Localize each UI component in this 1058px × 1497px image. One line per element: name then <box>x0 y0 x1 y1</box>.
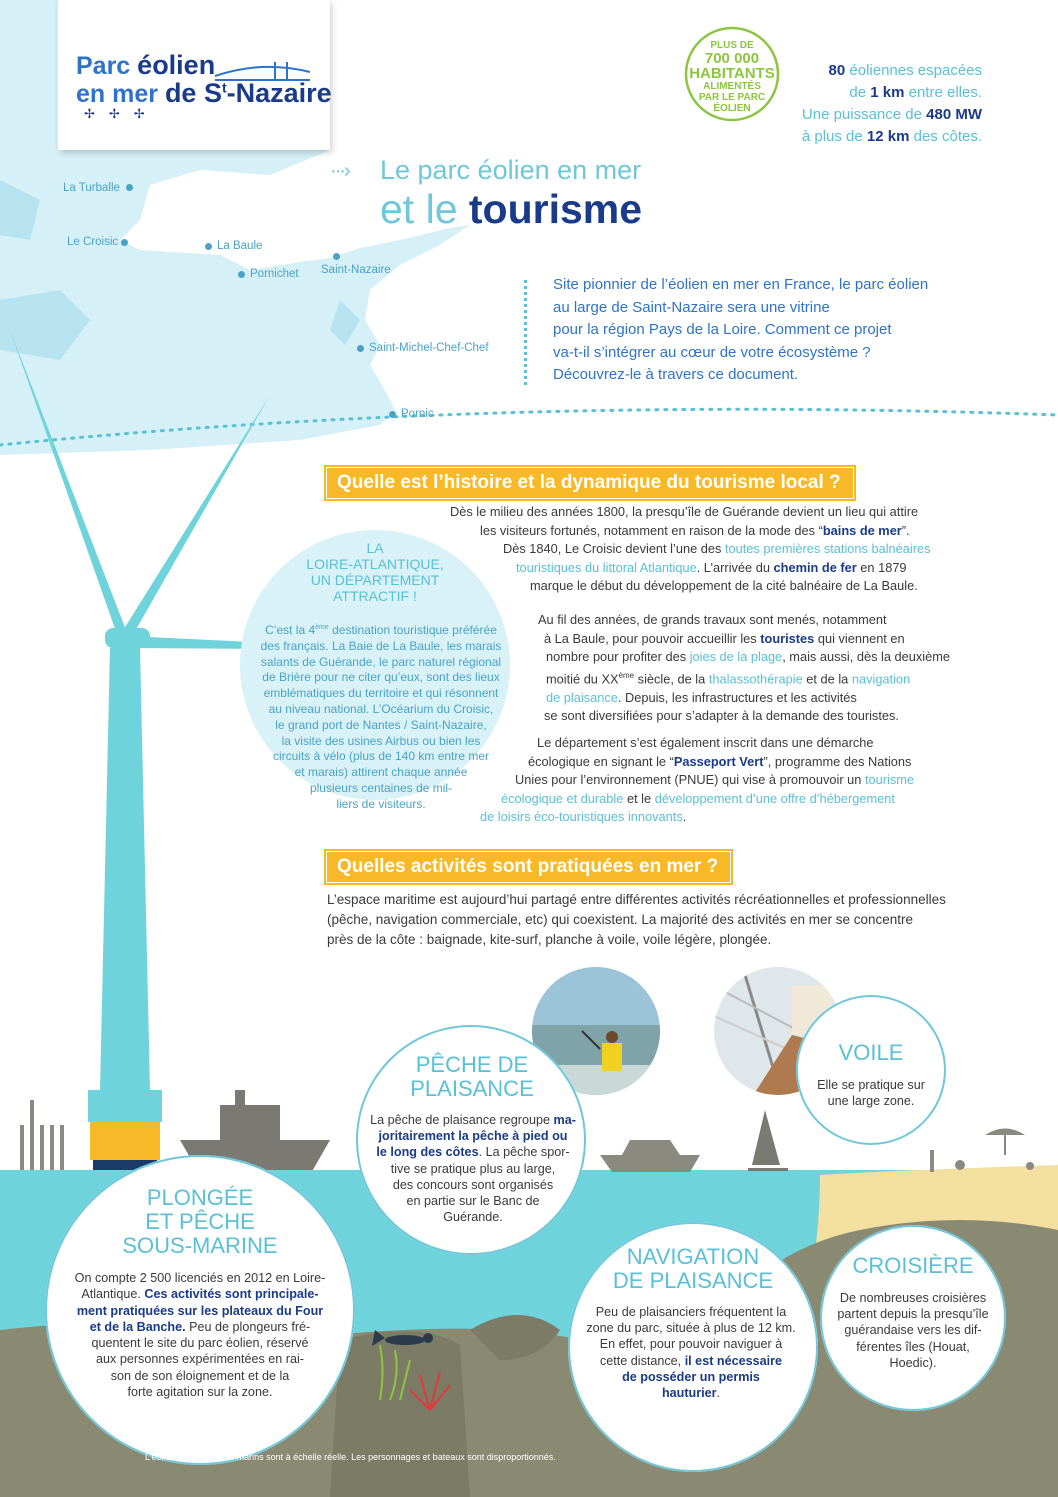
text-span: qui viennent en <box>814 630 905 646</box>
voile-text <box>796 1077 946 1109</box>
text-highlight: thalassothérapie <box>708 671 803 687</box>
circle-text: Peu de plaisanciers fréquentent la <box>595 1305 787 1319</box>
stamp-line: ÉOLIEN <box>713 103 751 114</box>
text-span: écologique en signant le “ <box>528 753 674 769</box>
circle-title-line: PLONGÉE <box>146 1185 254 1210</box>
motorboat-icon <box>600 1140 700 1172</box>
text-span: et de la <box>802 671 852 687</box>
peche-title <box>372 1053 572 1101</box>
text-span: . <box>682 809 687 825</box>
wind-turbine-icon: ✢✢✢ <box>84 106 159 121</box>
text-span: à La Baule, pour pouvoir accueillir les <box>544 630 761 646</box>
footnote: L’éolienne et les fonds marins sont à échelle réelle. Les personnages et bateaux sont disproportionnés. <box>145 1452 556 1462</box>
text-highlight: joies de la plage <box>689 649 783 665</box>
page-title-line2 <box>380 186 642 233</box>
box-text: des français. La Baie de La Baule, les marais <box>260 638 502 653</box>
circle-text: quentent le site du parc éolien, réservé <box>91 1336 309 1351</box>
text-line: Le département s’est également inscrit dans une démarche <box>537 735 874 750</box>
circle-title-line: DE PLAISANCE <box>612 1268 774 1293</box>
text-highlight: touristiques du littoral Atlantique <box>516 559 697 575</box>
box-text: liers de visiteurs. <box>336 796 426 811</box>
text-highlight: de loisirs éco-touristiques innovants <box>480 809 683 825</box>
box-text: et marais) attirent chaque année <box>294 765 468 780</box>
logo-text-bold: éolien <box>137 50 216 80</box>
logo-text-bold: de <box>164 78 204 108</box>
box-text: la visite des usines Airbus ou bien les <box>281 733 481 748</box>
fact-value: 80 <box>828 62 846 79</box>
text-span: en 1879 <box>856 559 907 575</box>
circle-text: des concours sont organisés <box>392 1177 554 1192</box>
stamp-line: ALIMENTÉS <box>703 81 761 92</box>
circle-text: En effet, pour pouvoir naviguer à <box>599 1337 783 1352</box>
box-text: de Brière pour ne citer qu’eux, sont des lieux <box>262 670 500 685</box>
key-facts <box>760 60 982 148</box>
circle-text-bold: il est nécessaire <box>684 1353 783 1368</box>
text-span: ”. <box>901 522 910 538</box>
text-span: nombre pour profiter des <box>546 649 690 665</box>
text-sup: ème <box>618 670 635 680</box>
circle-text: tive se pratique plus au large, <box>390 1161 556 1176</box>
fact-value: 12 km <box>866 128 910 145</box>
circle-text: guérandaise vers les dif- <box>844 1323 982 1338</box>
voile-title: VOILE <box>838 1040 904 1065</box>
text-highlight: tourisme <box>864 772 915 788</box>
circle-text: cette distance, <box>599 1353 685 1368</box>
beach-umbrella-icon <box>930 1129 1034 1173</box>
city-la-turballe: La Turballe <box>63 182 120 194</box>
circle-text-bold: hauturier <box>661 1386 717 1401</box>
text-span: . Depuis, les infrastructures et les activités <box>617 689 857 705</box>
stamp-line: 700 000 <box>704 50 760 67</box>
circle-text: De nombreuses croisières <box>839 1291 987 1305</box>
text-line: Dès le milieu des années 1800, la presqu’île de Guérande devient un lieu qui attire <box>450 504 919 519</box>
fact-text: éoliennes espacées <box>845 62 982 79</box>
circle-text: Hoedic). <box>889 1355 937 1370</box>
logo-text-sup: t <box>221 79 227 96</box>
box-title-line: UN DÉPARTEMENT <box>310 572 440 588</box>
plongee-title <box>60 1186 340 1258</box>
navigation-text <box>578 1304 804 1401</box>
circle-text: Guérande. <box>443 1210 503 1225</box>
circle-title-line: NAVIGATION <box>626 1244 760 1269</box>
circle-text: La pêche de plaisance regroupe <box>370 1113 554 1127</box>
title-text: et le <box>380 186 469 232</box>
circle-text-bold: ma- <box>553 1113 576 1127</box>
box-text: circuits à vélo (plus de 140 km entre mer <box>272 749 490 764</box>
logo-text-bold: S <box>203 78 222 108</box>
box-text: le grand port de Nantes / Saint-Nazaire, <box>275 717 487 732</box>
circle-text-bold: joritairement la pêche à pied ou <box>378 1129 568 1144</box>
fact-value: 480 MW <box>926 106 982 123</box>
box-text: emblématiques du territoire et qui résonnent <box>263 686 499 701</box>
text-bold: Passeport Vert <box>673 753 764 769</box>
text-span: ”, programme des Nations <box>763 753 912 769</box>
city-dot <box>389 411 396 418</box>
box-text-sup: ème <box>315 624 329 631</box>
circle-title-line: SOUS-MARINE <box>122 1233 278 1258</box>
circle-title-line: ET PÊCHE <box>145 1209 255 1234</box>
circle-text-bold: le long des côtes <box>376 1145 479 1160</box>
text-bold: touristes <box>760 630 815 646</box>
stamp-line: PLUS DE <box>710 40 754 51</box>
text-span: Dès 1840, Le Croisic devient l’une des <box>503 541 725 557</box>
text-bold: chemin de fer <box>773 559 857 575</box>
plongee-text <box>60 1270 340 1400</box>
text-highlight: développement d’une offre d’hébergement <box>654 790 895 806</box>
section1-paragraph2 <box>538 611 1018 726</box>
logo-text: Parc <box>76 52 138 80</box>
city-pornichet: Pornichet <box>250 268 299 280</box>
circle-text: On compte 2 500 licenciés en 2012 en Loire- <box>74 1271 326 1285</box>
circle-text: . <box>716 1386 721 1401</box>
fact-value: 1 km <box>870 84 905 101</box>
circle-text: Elle se pratique sur <box>817 1078 925 1092</box>
voile-circle <box>796 995 946 1145</box>
sailboard-icon <box>748 1110 788 1171</box>
section2-paragraph <box>327 890 1007 950</box>
page-title-line1: Le parc éolien en mer <box>380 155 642 185</box>
text-line: se sont diversifiées pour s’adapter à la demande des touristes. <box>544 708 899 724</box>
city-saint-michel: Saint-Michel-Chef-Chef <box>369 342 489 354</box>
croisiere-text <box>826 1290 1000 1371</box>
text-highlight: écologique et durable <box>501 790 624 806</box>
circle-text: une large zone. <box>827 1094 915 1109</box>
text-highlight: toutes premières stations balnéaires <box>724 541 931 557</box>
fact-text: Une puissance de <box>801 106 927 123</box>
intro-paragraph <box>553 274 993 387</box>
arrow-right-icon: ···› <box>330 160 349 182</box>
text-highlight: navigation <box>851 671 911 687</box>
fact-text: des côtes. <box>909 128 982 145</box>
intro-line: pour la région Pays de la Loire. Comment ce projet <box>553 321 892 338</box>
city-dot <box>238 271 245 278</box>
circle-text-bold: et de la Banche. <box>89 1319 186 1334</box>
circle-text: aux personnes expérimentées en rai- <box>96 1352 304 1367</box>
circle-text: férentes îles (Houat, <box>856 1339 970 1354</box>
city-dot <box>357 345 364 352</box>
section1-heading: Quelle est l’histoire et la dynamique du tourisme local ? <box>326 467 854 499</box>
section1-paragraph3 <box>480 734 1020 827</box>
intro-line: Site pionnier de l’éolien en mer en France, le parc éolien <box>553 276 929 293</box>
intro-line: Découvrez-le à travers ce document. <box>553 366 799 383</box>
circle-text: en partie sur le Banc de <box>406 1194 540 1209</box>
circle-title-line: PLAISANCE <box>410 1076 534 1101</box>
circle-text: partent depuis la presqu’île <box>837 1307 989 1322</box>
intro-line: au large de Saint-Nazaire sera une vitrine <box>553 298 830 316</box>
circle-title-line: PÊCHE DE <box>415 1052 529 1077</box>
peche-text <box>366 1112 580 1225</box>
intro-line: va-t-il s’intégrer au cœur de votre écosystème ? <box>553 343 871 361</box>
text-span: siècle, de la <box>634 671 709 687</box>
croisiere-title: CROISIÈRE <box>852 1253 974 1278</box>
loire-atlantique-title <box>290 540 460 604</box>
box-text: plusieurs centaines de mil- <box>309 780 453 795</box>
logo-text-bold: -Nazaire <box>226 78 332 108</box>
circle-text: zone du parc, située à plus de 12 km. <box>586 1321 796 1336</box>
city-dot <box>126 184 133 191</box>
section1-paragraph1 <box>400 503 1010 596</box>
city-la-baule: La Baule <box>217 240 263 252</box>
city-le-croisic: Le Croisic <box>67 236 119 248</box>
fact-text: de <box>849 84 871 101</box>
text-span: et le <box>623 790 655 806</box>
circle-text-bold: Ces activités sont principale- <box>144 1287 319 1302</box>
city-dot <box>205 243 212 250</box>
text-line: (pêche, navigation commerciale, etc) qui coexistent. La majorité des activités en mer se concentre <box>327 912 914 927</box>
text-span: les visiteurs fortunés, notamment en raison de la mode des “ <box>480 522 823 538</box>
box-title-line: LOIRE-ATLANTIQUE, <box>306 556 444 572</box>
bridge-icon <box>215 58 310 83</box>
intro-dotted-rule <box>524 280 531 385</box>
box-text: au niveau national. L’Océarium du Croisic, <box>268 701 494 716</box>
text-bold: bains de mer <box>822 522 902 538</box>
text-line: près de la côte : baignade, kite-surf, planche à voile, voile légère, plongée. <box>327 932 772 947</box>
circle-text-bold: ment pratiquées sur les plateaux du Four <box>76 1303 324 1318</box>
circle-text: forte agitation sur la zone. <box>127 1385 273 1400</box>
box-title-line: ATTRACTIF ! <box>333 588 417 604</box>
circle-text-bold: de posséder un permis <box>622 1369 760 1384</box>
stamp-line: HABITANTS <box>689 65 775 82</box>
city-saint-nazaire: Saint-Nazaire <box>321 264 391 276</box>
text-line: marque le début du développement de la cité balnéaire de La Baule. <box>530 578 918 594</box>
text-span: moitié du XX <box>546 671 619 687</box>
fact-text: à plus de <box>801 128 867 145</box>
stamp-line: PAR LE PARC <box>698 92 766 103</box>
city-dot <box>333 253 340 260</box>
section2-heading: Quelles activités sont pratiquées en mer ? <box>326 851 731 883</box>
fact-text: entre elles. <box>904 84 982 101</box>
loire-atlantique-text <box>252 620 510 813</box>
turbine-tower <box>100 648 150 1090</box>
city-pornic: Pornic <box>401 408 434 420</box>
text-span: . L’arrivée du <box>696 559 774 575</box>
box-text: C’est la 4 <box>265 623 316 637</box>
navigation-title <box>568 1245 818 1293</box>
logo-line1 <box>76 50 215 81</box>
logo-text: en mer <box>76 80 165 108</box>
text-highlight: de plaisance <box>546 689 618 705</box>
title-text-bold: tourisme <box>468 186 643 232</box>
circle-text: . La pêche spor- <box>478 1145 570 1160</box>
text-line: L’espace maritime est aujourd’hui partagé entre différentes activités récréationnelles et professionnelles <box>327 892 946 907</box>
city-dot <box>121 239 128 246</box>
text-span: Unies pour l’environnement (PNUE) qui vise à promouvoir un <box>515 772 865 788</box>
box-title-line: LA <box>366 540 384 556</box>
box-text: destination touristique préférée <box>328 623 497 637</box>
circle-text: Atlantique. <box>81 1287 145 1302</box>
text-line: Au fil des années, de grands travaux sont menés, notamment <box>538 612 887 627</box>
circle-text: son de son éloignement et de la <box>110 1368 290 1383</box>
circle-text: Peu de plongeurs fré- <box>185 1319 311 1334</box>
box-text: salants de Guérande, le parc naturel régional <box>260 654 502 669</box>
text-span: , mais aussi, dès la deuxième <box>782 649 951 665</box>
